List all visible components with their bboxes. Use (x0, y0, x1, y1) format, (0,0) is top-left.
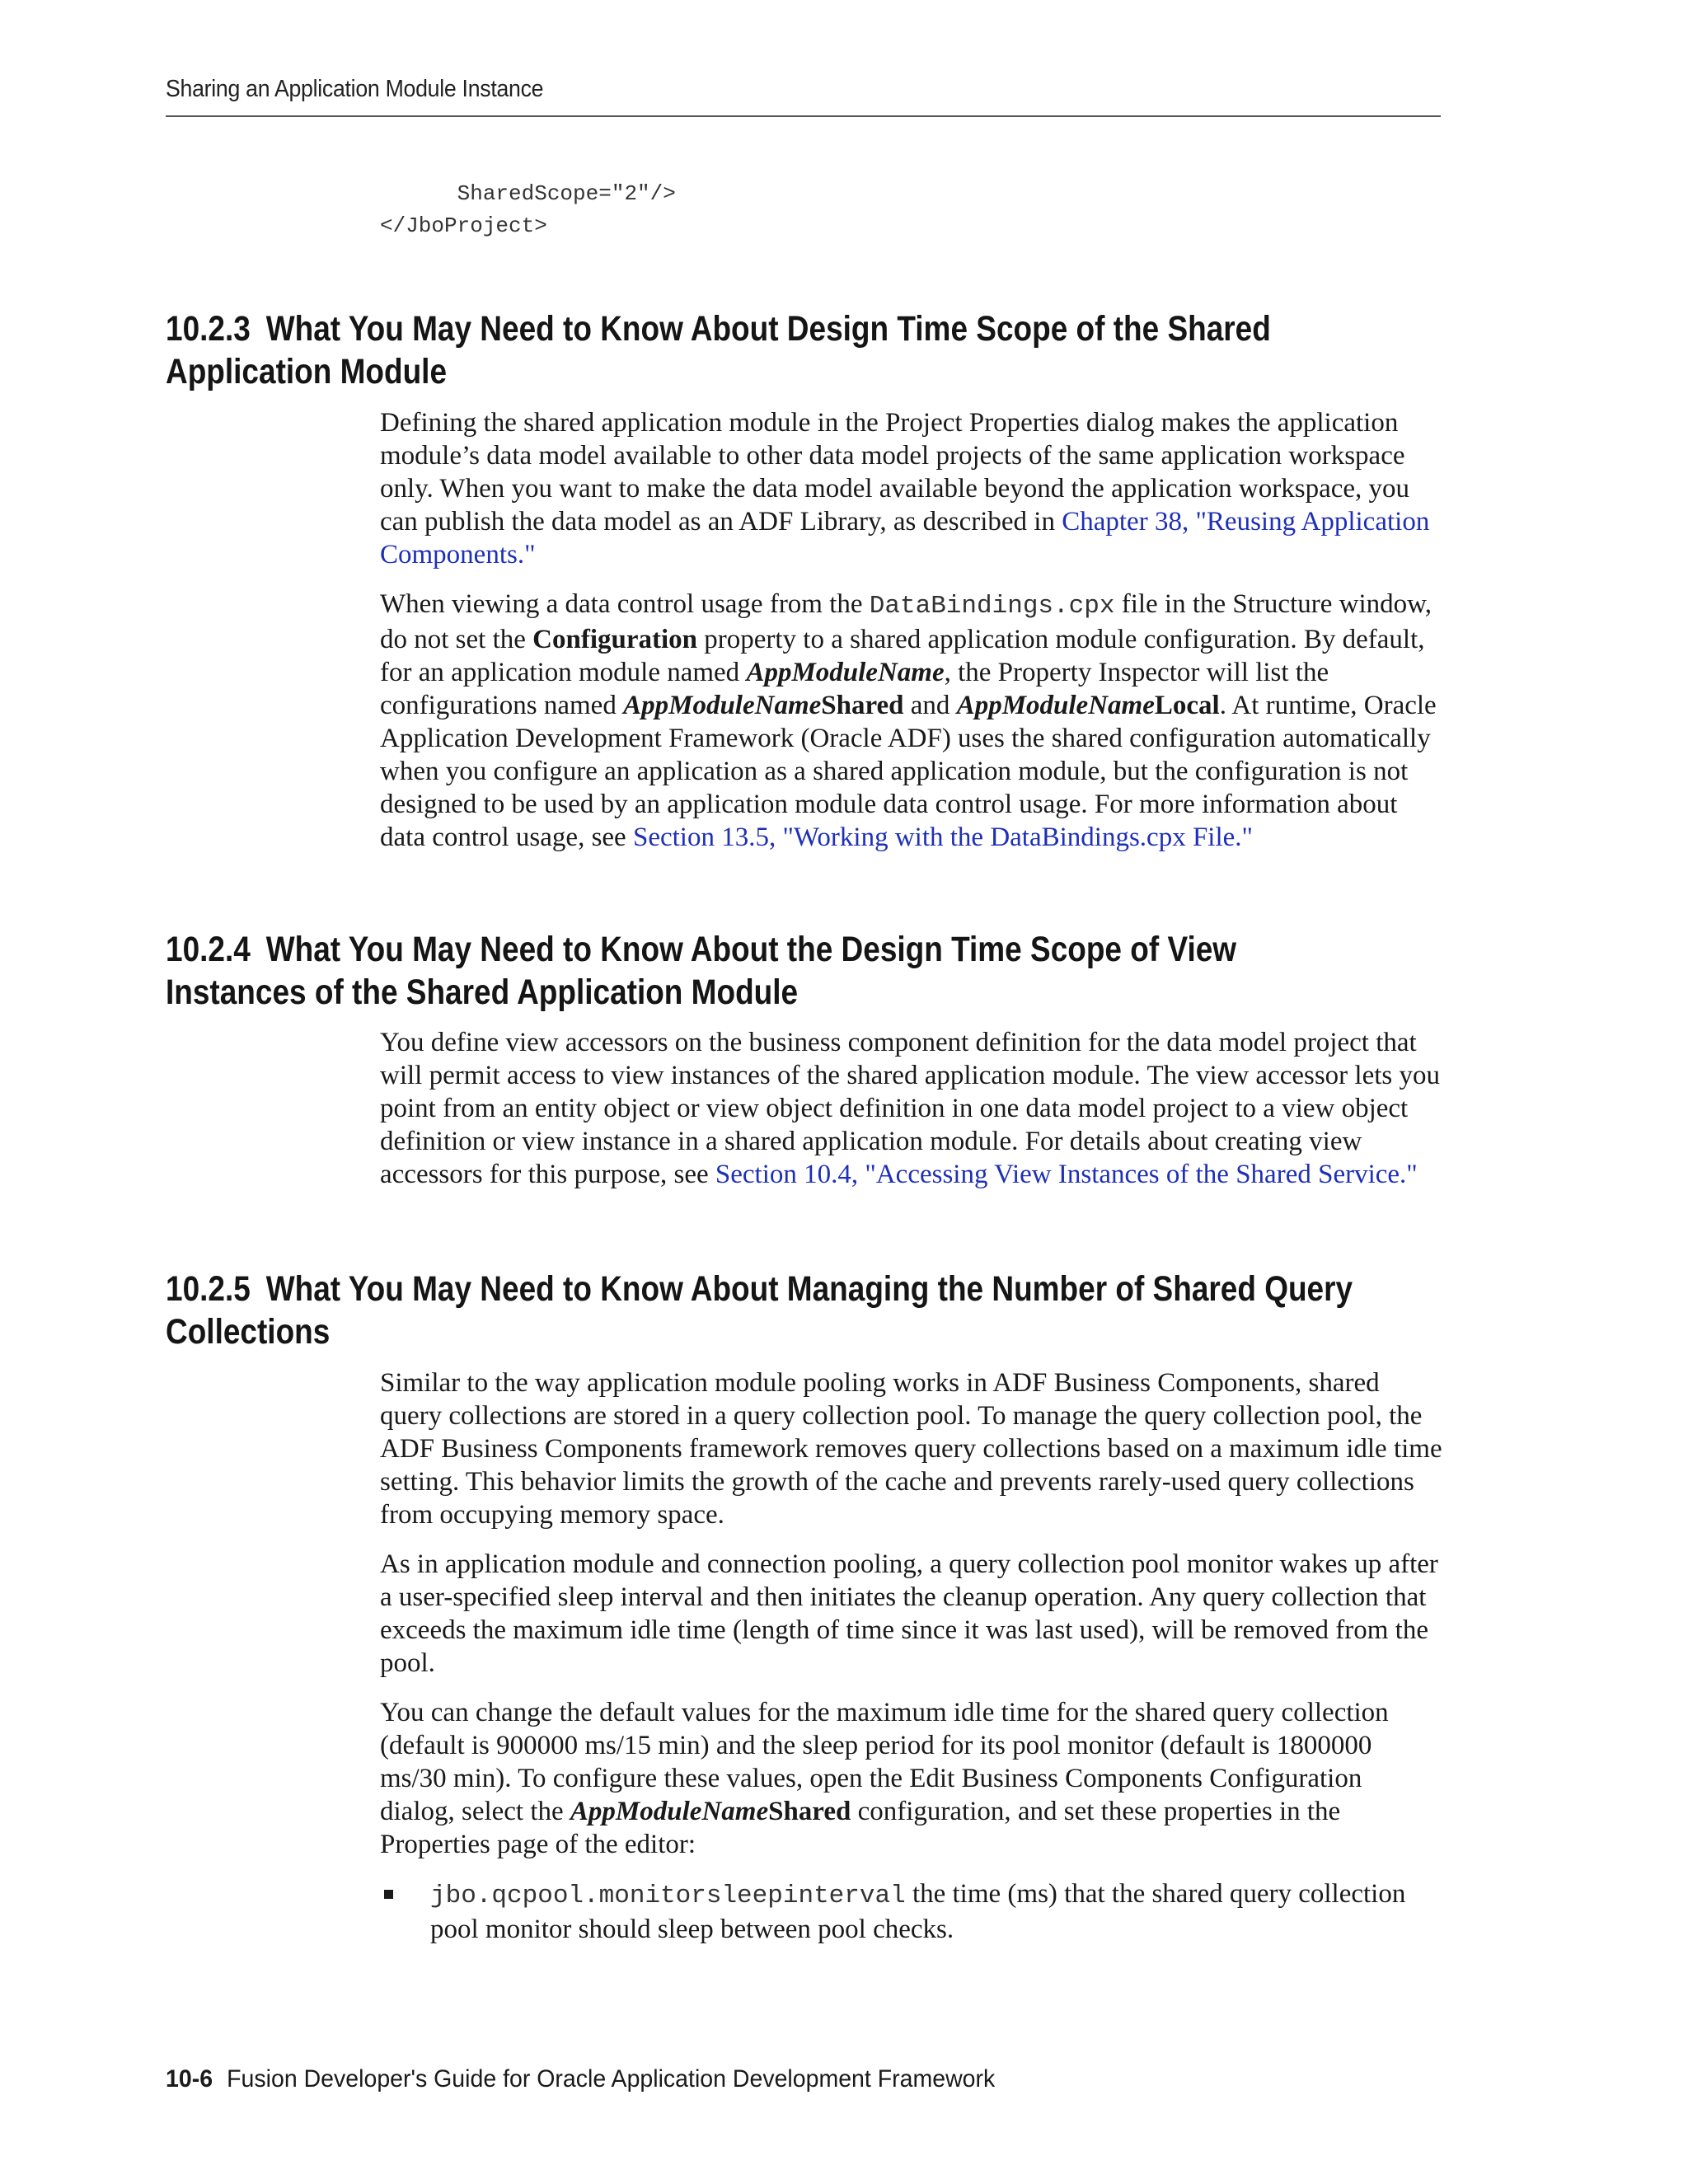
bold-term: Configuration (532, 625, 698, 654)
section-title: What You May Need to Know About Design Time Scope of the Shared Application Module (166, 309, 1271, 391)
section-body-10-2-4 (380, 1026, 1443, 1207)
section-heading-10-2-4 (166, 928, 1357, 1014)
paragraph-text: When viewing a data control usage from the (380, 589, 870, 619)
paragraph-text: You can change the default values for the maximum idle time for the shared query collection (default is 900000 ms/15 min) and the sleep period for its pool monitor (default is 1800000 ms/30 min). To configure these values, open the Edit Business Components Configuration dialog, select the (380, 1698, 1389, 1826)
paragraph-text: Defining the shared application module in the Project Properties dialog makes the application module’s data model available to other data model projects of the same application workspace only. When you want to make the data model available beyond the application workspace, you can publish the data model as an ADF Library, as described in (380, 408, 1410, 537)
inline-code: DataBindings.cpx (869, 592, 1115, 621)
chapter-38-link[interactable]: Chapter 38, "Reusing Application Components." (380, 507, 1430, 569)
bold-term: Shared (821, 691, 904, 720)
section-number: 10.2.3 (166, 309, 251, 349)
code-listing-tail (380, 178, 676, 242)
paragraph-text: You define view accessors on the business component definition for the data model project that will permit access to view instances of the shared application module. The view accessor lets you point from an entity object or view object definition in one data model project to a view object definition or view instance in a shared application module. For details about creating view accessors for this purpose, see (380, 1028, 1441, 1189)
bullet-text: the time (ms) that the shared query collection pool monitor should sleep between pool checks. (430, 1879, 1406, 1944)
paragraph: As in application module and connection pooling, a query collection pool monitor wakes up after a user-specified sleep interval and then initiates the cleanup operation. Any query collection that exceeds the maximum idle time (length of time since it was last used), will be removed from the pool. (380, 1549, 1438, 1678)
code-line: </JboProject> (380, 213, 547, 238)
paragraph-text: property to a shared application module configuration. By default, for an application module named (380, 625, 1425, 687)
header-rule (166, 115, 1441, 117)
section-heading-10-2-5 (166, 1268, 1357, 1353)
section-10-4-link[interactable]: Section 10.4, "Accessing View Instances of the Shared Service." (715, 1160, 1418, 1189)
bold-italic-term: AppModuleName (746, 658, 945, 687)
paragraph-text: file in the Structure window, do not set the (380, 589, 1432, 654)
paragraph (380, 588, 1443, 854)
section-body-10-2-5 (380, 1366, 1443, 1946)
bullet-item (380, 1877, 1443, 1946)
section-heading-10-2-3 (166, 307, 1357, 393)
paragraph (380, 406, 1443, 571)
book-title: Fusion Developer's Guide for Oracle Application Development Framework (227, 2065, 996, 2093)
page-number: 10-6 (166, 2065, 213, 2093)
running-header: Sharing an Application Module Instance (166, 76, 544, 102)
bold-term: Local (1154, 691, 1220, 720)
paragraph-text: configuration, and set these properties in the Properties page of the editor: (380, 1797, 1341, 1859)
bold-italic-term: AppModuleName (570, 1797, 769, 1826)
paragraph (380, 1696, 1443, 1861)
bold-italic-term: AppModuleName (956, 691, 1155, 720)
section-body-10-2-3 (380, 406, 1443, 870)
bold-italic-term: AppModuleName (623, 691, 822, 720)
paragraph-text: . At runtime, Oracle Application Development Framework (Oracle ADF) uses the shared configuration automatically when you configure an application as a shared application module, but the configuration is not designed to be used by an application module data control usage. For more information about data control usage, see (380, 691, 1437, 852)
paragraph (380, 1026, 1443, 1191)
paragraph-text: , the Property Inspector will list the configurations named (380, 658, 1329, 720)
paragraph-text: and (903, 691, 957, 720)
code-line: SharedScope="2"/> (380, 181, 676, 206)
section-13-5-link[interactable]: Section 13.5, "Working with the DataBindings.cpx File." (632, 823, 1254, 852)
section-title: What You May Need to Know About Managing the Number of Shared Query Collections (166, 1269, 1353, 1352)
section-title: What You May Need to Know About the Design Time Scope of View Instances of the Shared Application Module (166, 930, 1237, 1012)
section-number: 10.2.4 (166, 930, 251, 969)
property-name-code: jbo.qcpool.monitorsleepinterval (430, 1882, 906, 1910)
paragraph: Similar to the way application module pooling works in ADF Business Components, shared query collections are stored in a query collection pool. To manage the query collection pool, the ADF Business Components framework removes query collections based on a maximum idle time setting. This behavior limits the growth of the cache and prevents rarely-used query collections from occupying memory space. (380, 1368, 1442, 1530)
bullet-square-icon (384, 1890, 393, 1899)
page-footer (166, 2065, 995, 2093)
bold-term: Shared (768, 1797, 851, 1826)
section-number: 10.2.5 (166, 1269, 251, 1309)
